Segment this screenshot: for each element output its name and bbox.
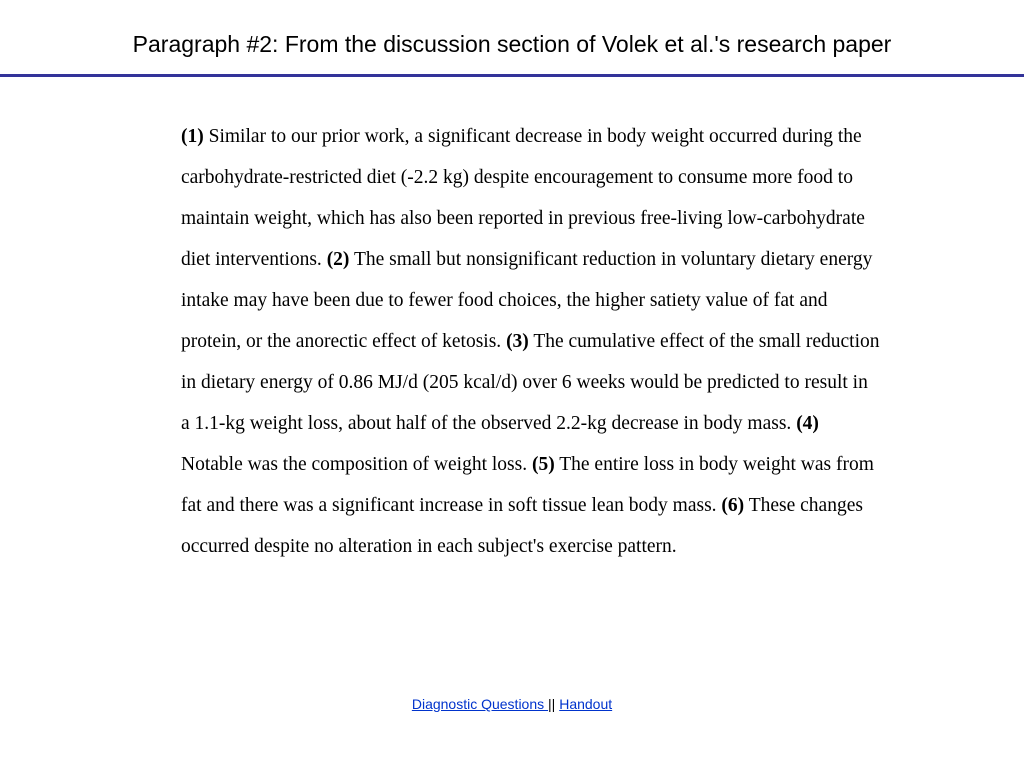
diagnostic-questions-link[interactable]: Diagnostic Questions <box>411 696 549 712</box>
header <box>0 0 1024 76</box>
sentence-number: (2) <box>326 249 350 270</box>
sentence-text: The small but nonsignificant reduction in voluntary dietary energy intake may have been due to fewer food choices, the higher satiety value of fat and protein, or the anorectic effect of ketosis. <box>181 249 873 352</box>
sentence-number: (5) <box>531 454 555 475</box>
sentence-text: The entire loss in body weight was from fat and there was a significant increase in soft tissue lean body mass. <box>181 454 874 516</box>
page-title: Paragraph #2: From the discussion section of Volek et al.'s research paper <box>132 31 892 57</box>
sentence-number: (3) <box>506 331 529 352</box>
title-divider <box>0 74 1024 77</box>
discussion-paragraph <box>181 116 881 567</box>
sentence-number: (6) <box>721 495 745 516</box>
sentence-number: (1) <box>181 126 204 147</box>
sentence-text: Similar to our prior work, a significant decrease in body weight occurred during the carbohydrate-restricted diet (-2.2 kg) despite encouragement to consume more food to maintain weight, which has also been reported in previous free-living low-carbohydrate diet interventions. <box>181 126 865 270</box>
sentence-text: Notable was the composition of weight loss. <box>181 454 532 475</box>
sentence-number: (4) <box>796 413 819 434</box>
handout-link[interactable]: Handout <box>559 696 613 712</box>
sentence-text: These changes occurred despite no alteration in each subject's exercise pattern. <box>181 495 863 557</box>
sentence-text: The cumulative effect of the small reduction in dietary energy of 0.86 MJ/d (205 kcal/d) over 6 weeks would be predicted to result in a 1.1-kg weight loss, about half of the observed 2.2-kg decrease in body mass. <box>181 331 880 434</box>
link-separator: || <box>548 696 556 712</box>
footer-nav <box>0 696 1024 712</box>
